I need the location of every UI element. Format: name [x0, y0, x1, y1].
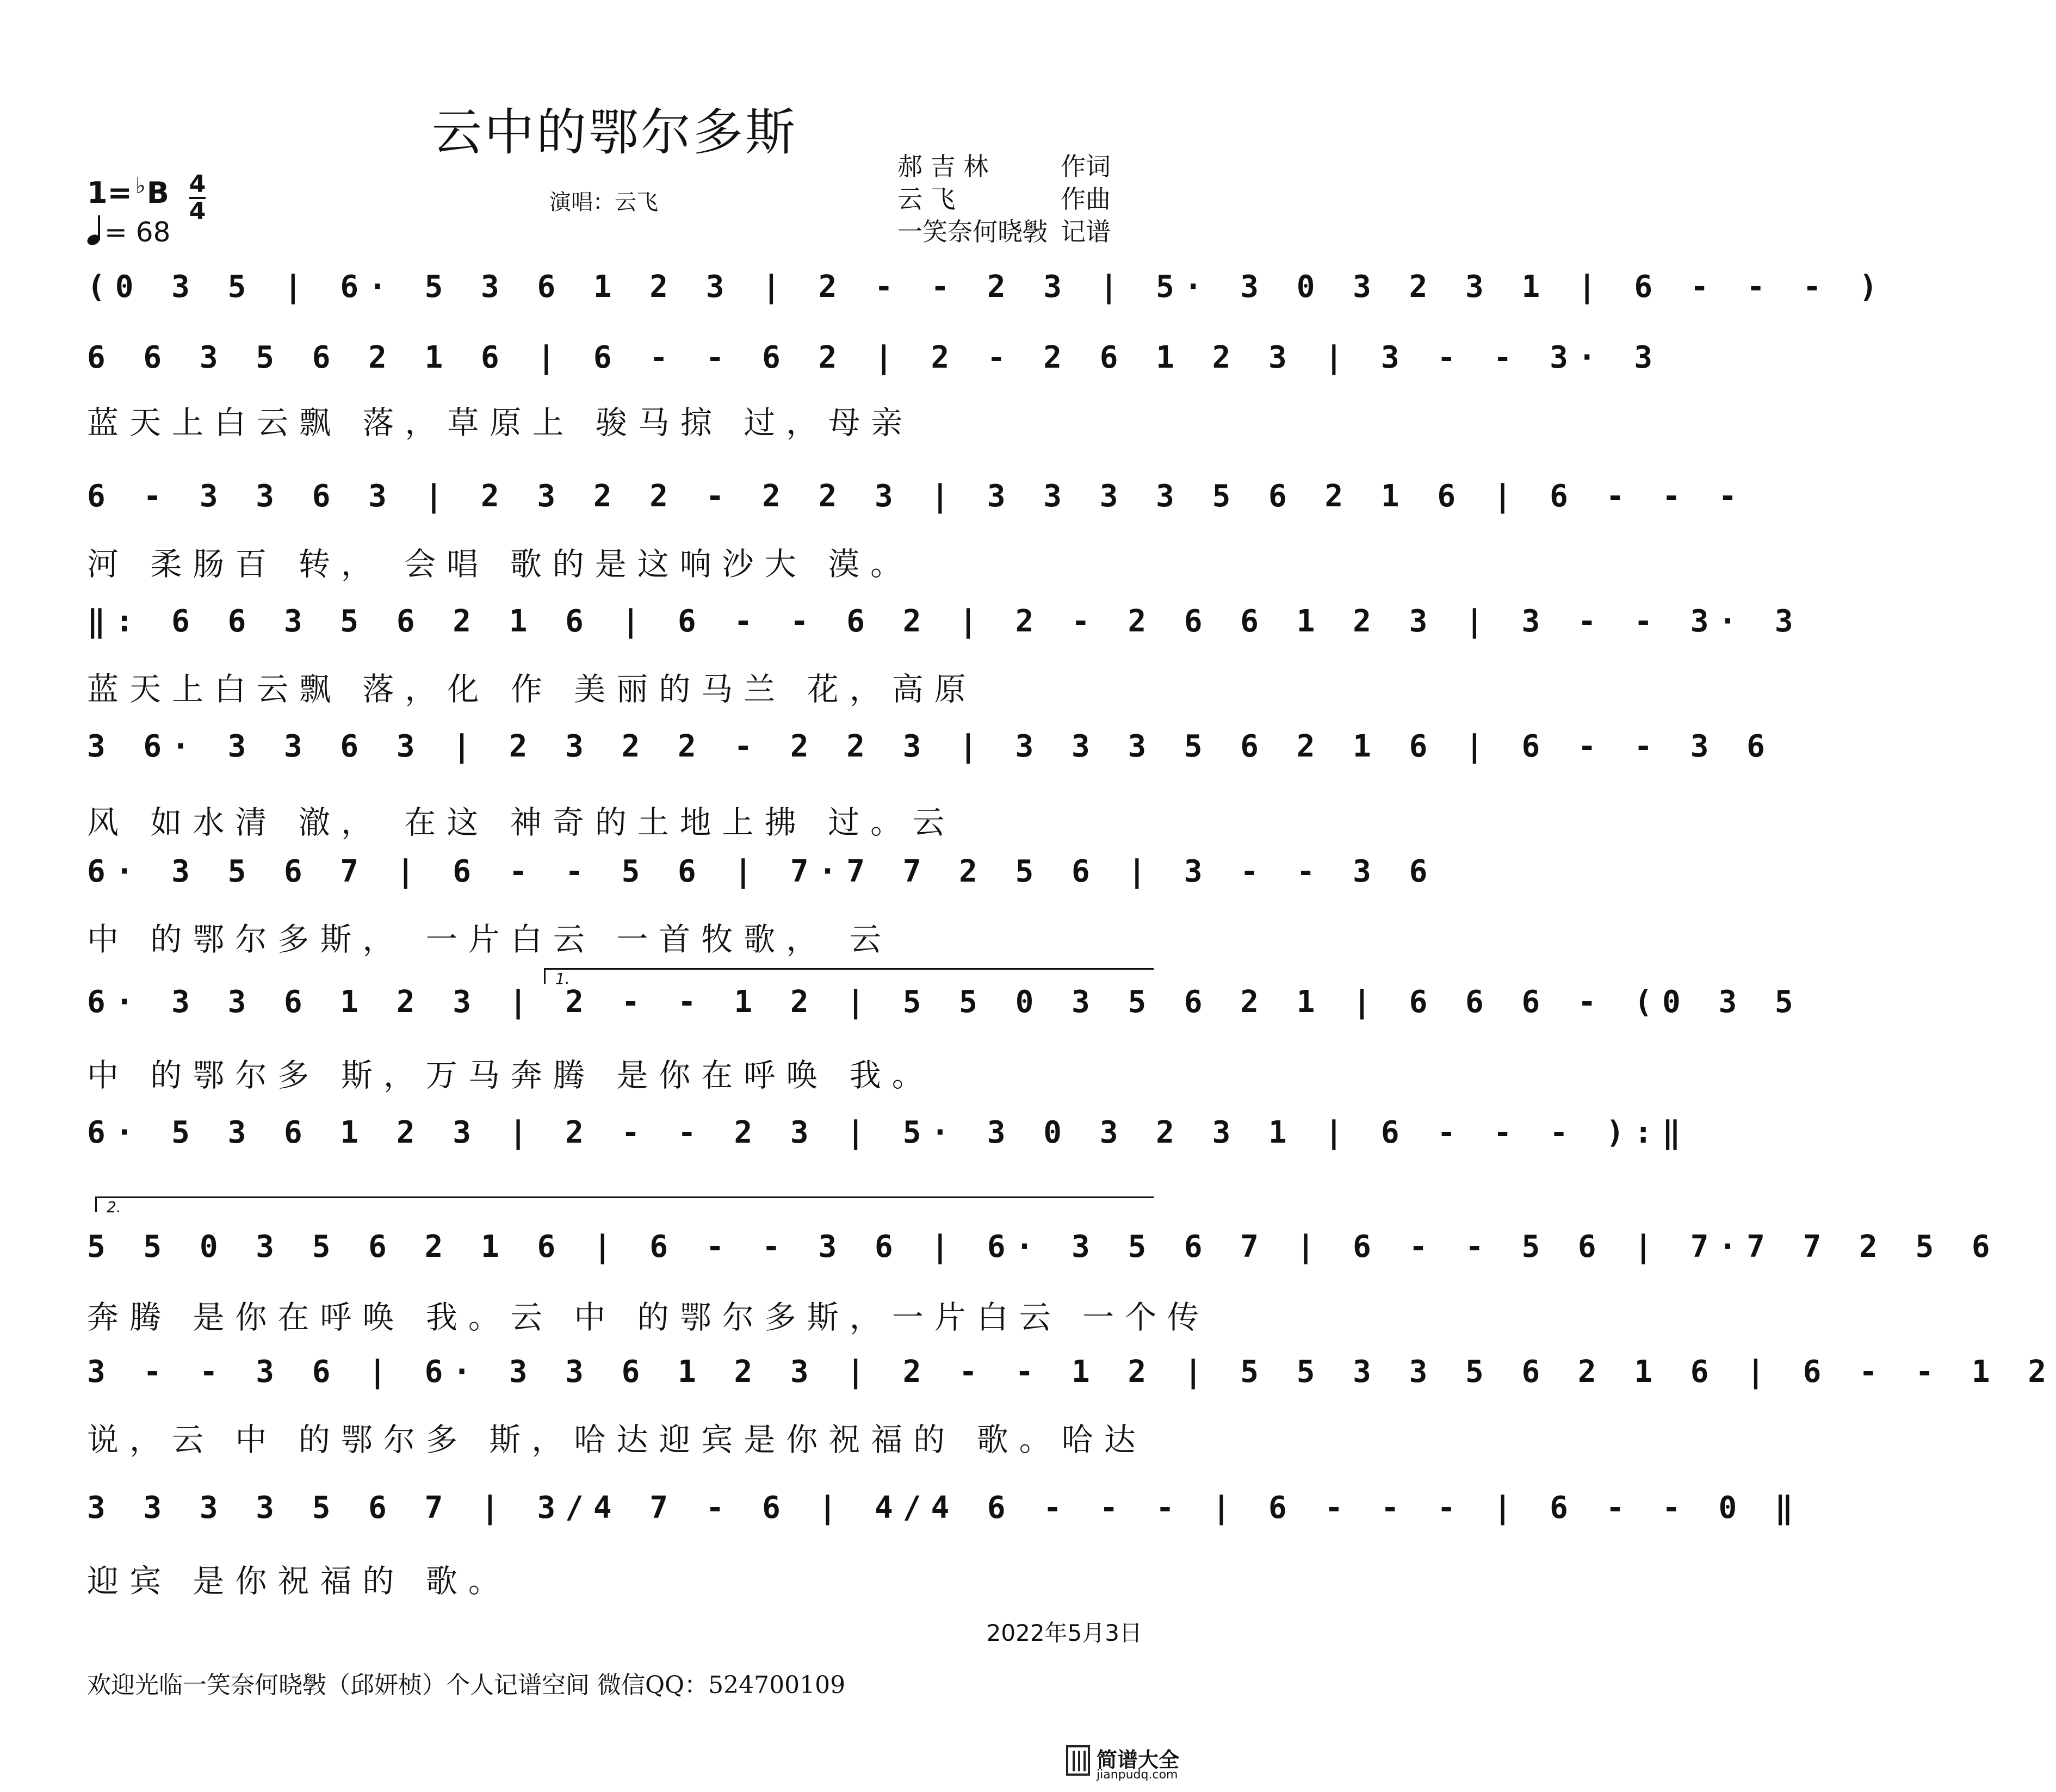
score-line-3-lyrics: 河 柔肠百 转， 会唱 歌的是这响沙大 漠。 [87, 545, 913, 582]
key-prefix: 1= [87, 176, 132, 210]
credit-name: 郝 吉 林 [897, 152, 989, 181]
flat-sign: ♭ [135, 173, 146, 199]
credit-role: 作词 [1061, 152, 1111, 181]
score-line-2-lyrics: 蓝天上白云飘 落，草原上 骏马掠 过，母亲 [87, 404, 914, 441]
score-line-7-lyrics: 中 的鄂尔多 斯，万马奔腾 是你在呼唤 我。 [87, 1057, 934, 1094]
credit-role: 作曲 [1061, 184, 1111, 214]
credit-role: 记谱 [1061, 217, 1111, 246]
key-signature [87, 170, 206, 225]
singer-credit: 演唱：云飞 [549, 190, 658, 215]
first-ending-label: 1. [555, 970, 570, 988]
score-line-4-notes: ‖: 6 6 3 5 6 2 1 6 | 6 - - 6 2 | 2 - 2 6 6 1 2 3 | 3 - - 3· 3 [87, 604, 1803, 639]
first-ending-bracket [544, 968, 1154, 988]
score-line-1-notes: (0 3 5 | 6· 5 3 6 1 2 3 | 2 - - 2 3 | 5· 3 0 3 2 3 1 | 6 - - - ) [87, 269, 1887, 305]
footer-contact: 欢迎光临一笑奈何晓斅（邱妍桢）个人记谱空间 微信QQ：524700109 [87, 1671, 846, 1699]
score-line-10-lyrics: 说，云 中 的鄂尔多 斯，哈达迎宾是你祝福的 歌。哈达 [87, 1421, 1147, 1458]
transcription-date: 2022年5月3日 [986, 1620, 1142, 1646]
time-top: 4 [189, 170, 206, 198]
score-line-4-lyrics: 蓝天上白云飘 落，化 作 美丽的马兰 花，高原 [87, 671, 977, 708]
score-line-2-notes: 6 6 3 5 6 2 1 6 | 6 - - 6 2 | 2 - 2 6 1 2 3 | 3 - - 3· 3 [87, 340, 1663, 375]
second-ending-bracket [95, 1196, 1154, 1216]
score-line-9-notes: 5 5 0 3 5 6 2 1 6 | 6 - - 3 6 | 6· 3 5 6 7 | 6 - - 5 6 | 7·7 7 2 5 6 [87, 1229, 2000, 1264]
watermark-url: jianpudq.com [1097, 1768, 1178, 1782]
score-line-10-notes: 3 - - 3 6 | 6· 3 3 6 1 2 3 | 2 - - 1 2 | 5 5 3 3 5 6 2 1 6 | 6 - - 1 2 [87, 1354, 2056, 1390]
score-line-7-notes: 6· 3 3 6 1 2 3 | 2 - - 1 2 | 5 5 0 3 5 6 2 1 | 6 6 6 - (0 3 5 [87, 984, 1803, 1020]
music-bars-logo-icon [1066, 1745, 1090, 1776]
watermark [1066, 1743, 1207, 1785]
watermark-title: 简谱大全 [1097, 1748, 1180, 1772]
score-line-9-lyrics: 奔腾 是你在呼唤 我。云 中 的鄂尔多斯，一片白云 一个传 [87, 1299, 1210, 1336]
time-signature [189, 170, 206, 225]
lyricist-credit [897, 147, 1137, 183]
page-title: 云中的鄂尔多斯 [431, 103, 797, 162]
score-line-11-notes: 3 3 3 3 5 6 7 | 3/4 7 - 6 | 4/4 6 - - - | 6 - - - | 6 - - 0 ‖ [87, 1490, 1803, 1526]
composer-credit [897, 179, 1137, 215]
transcriber-credit [897, 212, 1137, 248]
key-note: B [146, 176, 169, 210]
credit-name: 云 飞 [897, 184, 956, 214]
score-line-6-notes: 6· 3 5 6 7 | 6 - - 5 6 | 7·7 7 2 5 6 | 3 - - 3 6 [87, 854, 1438, 889]
second-ending-label: 2. [107, 1198, 121, 1216]
tempo-value: = 68 [104, 216, 171, 248]
time-bottom: 4 [189, 197, 206, 225]
credit-name: 一笑奈何晓斅 [897, 217, 1048, 246]
score-line-6-lyrics: 中 的鄂尔多斯， 一片白云 一首牧歌， 云 [87, 921, 892, 958]
score-line-11-lyrics: 迎宾 是你祝福的 歌。 [87, 1562, 511, 1599]
score-line-5-notes: 3 6· 3 3 6 3 | 2 3 2 2 - 2 2 3 | 3 3 3 5 6 2 1 6 | 6 - - 3 6 [87, 729, 1775, 764]
score-line-8-notes: 6· 5 3 6 1 2 3 | 2 - - 2 3 | 5· 3 0 3 2 3 1 | 6 - - - ):‖ [87, 1115, 1690, 1150]
tempo-marking [87, 216, 170, 248]
quarter-note-icon [87, 216, 100, 245]
score-line-3-notes: 6 - 3 3 6 3 | 2 3 2 2 - 2 2 3 | 3 3 3 3 5 6 2 1 6 | 6 - - - [87, 479, 1747, 514]
score-line-5-lyrics: 风 如水清 澈， 在这 神奇的土地上拂 过。云 [87, 804, 956, 841]
